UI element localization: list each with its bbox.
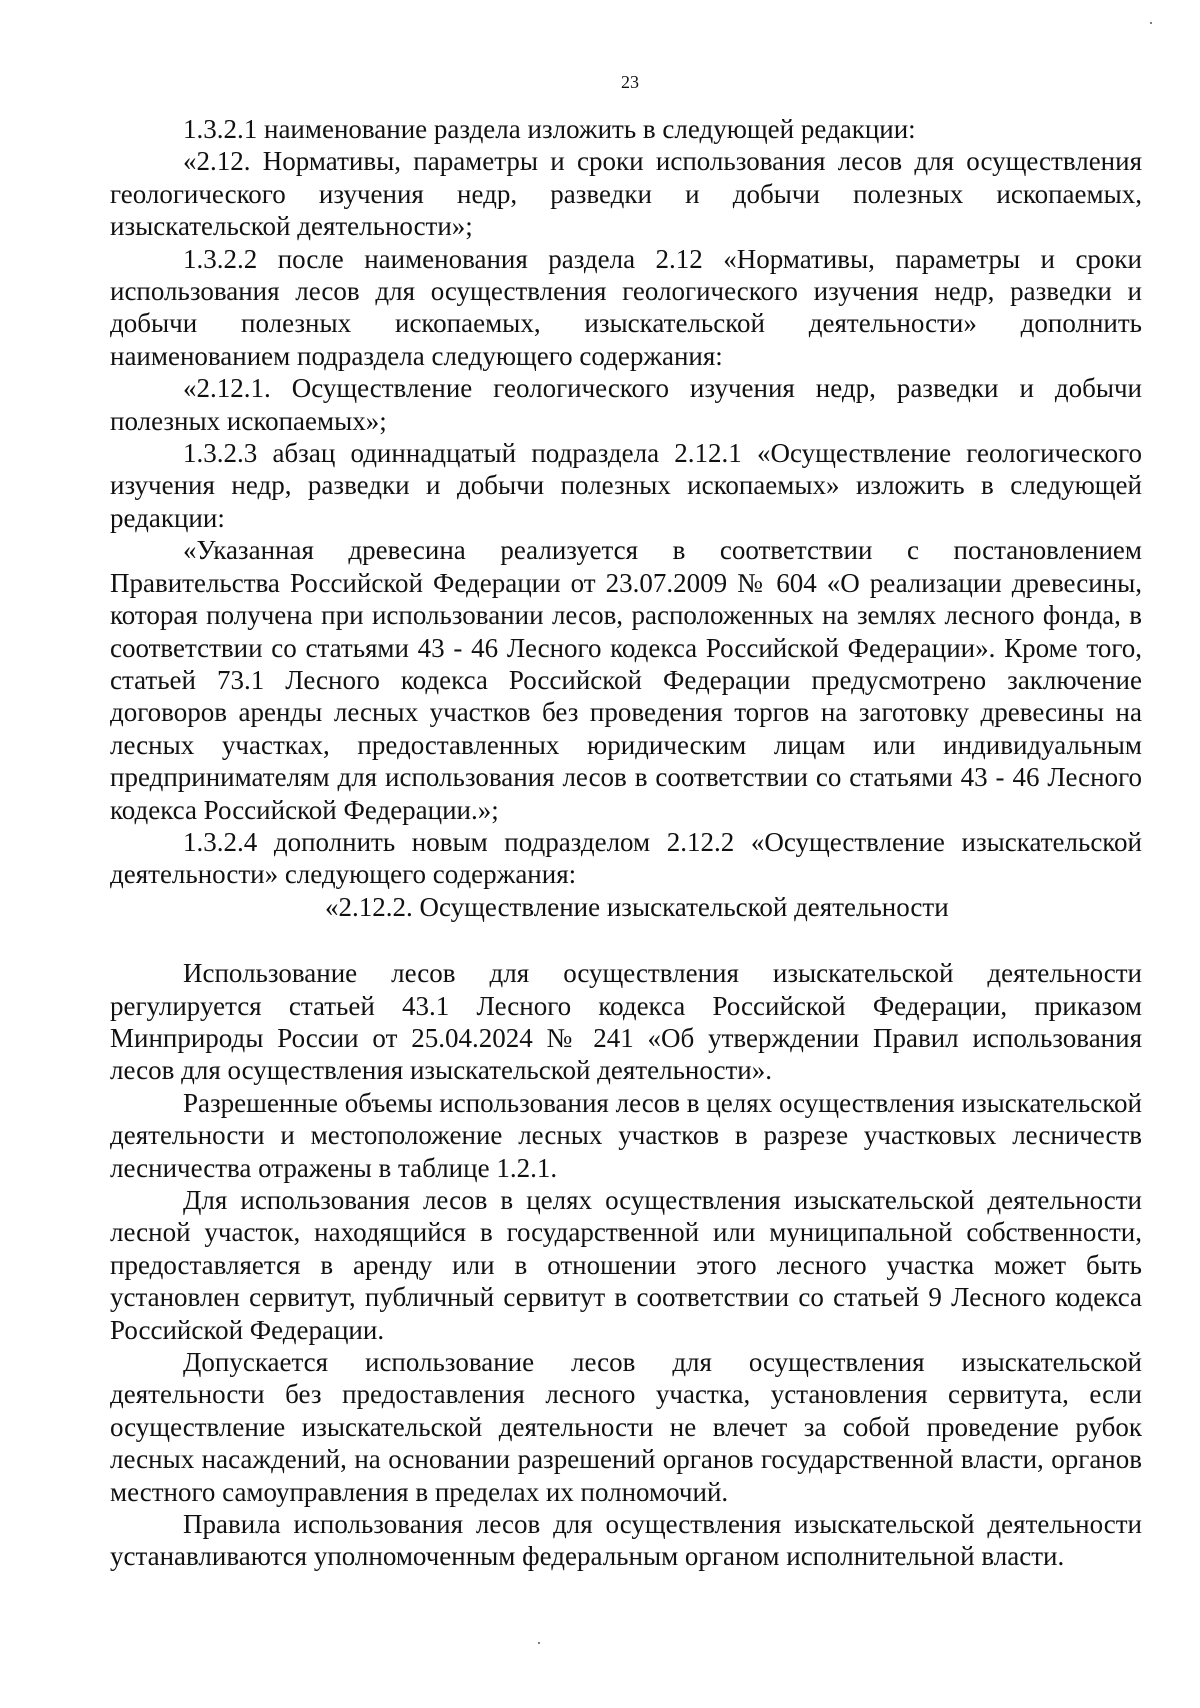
scan-speck-top-right: [1150, 22, 1152, 24]
paragraph-section-title-2-12: «2.12. Нормативы, параметры и сроки использования лесов для осуществления геологического изучения недр, разведки и добычи полезных ископаемых, изыскательской деятельности»;: [110, 146, 1142, 242]
scan-speck-bottom: [538, 1642, 540, 1644]
blank-line: [110, 923, 1142, 957]
paragraph-subsection-title-2-12-1: «2.12.1. Осуществление геологического изучения недр, разведки и добычи полезных ископаемых»;: [110, 373, 1142, 436]
page-number: 23: [621, 72, 639, 92]
paragraph-1-3-2-1: 1.3.2.1 наименование раздела изложить в следующей редакции:: [183, 114, 916, 144]
paragraph-1-3-2-4: 1.3.2.4 дополнить новым подразделом 2.12.2 «Осуществление изыскательской деятельности» следующего содержания:: [110, 826, 1142, 890]
paragraph-1-3-2-3: 1.3.2.3 абзац одиннадцатый подраздела 2.12.1 «Осуществление геологического изучения недр, разведки и добычи полезных ископаемых» изложить в следующей редакции:: [110, 438, 1142, 533]
body-paragraph-rules: Правила использования лесов для осуществления изыскательской деятельности устанавливаются уполномоченным федеральным органом исполнительной власти.: [110, 1509, 1142, 1572]
document-page: [110, 72, 1142, 1573]
body-paragraph-regulation: Использование лесов для осуществления изыскательской деятельности регулируется статьей 43.1 Лесного кодекса Российской Федерации, приказом Минприроды России от 25.04.2024 № 241 «Об утверждении Правил использования лесов для осуществления изыскательской деятельности».: [110, 958, 1142, 1086]
body-paragraph-lease-servitude: Для использования лесов в целях осуществления изыскательской деятельности лесной участок, находящийся в государственной или муниципальной собственности, предоставляется в аренду или в отношении этого лесного участка может быть установлен сервитут, публичный сервитут в соответствии со статьей 9 Лесного кодекса Российской Федерации.: [110, 1185, 1142, 1345]
body-paragraph-allowed-volumes: Разрешенные объемы использования лесов в целях осуществления изыскательской деятельности и местоположение лесных участков в разрезе участковых лесничеств лесничества отражены в таблице 1.2.1.: [110, 1087, 1142, 1183]
body-paragraph-without-lease: Допускается использование лесов для осуществления изыскательской деятельности без предоставления лесного участка, установления сервитута, если осуществление изыскательской деятельности не влечет за собой проведение рубок лесных насаждений, на основании разрешений органов государственной власти, органов местного самоуправления в пределах их полномочий.: [110, 1347, 1142, 1507]
subsection-heading-2-12-2: «2.12.2. Осуществление изыскательской деятельности: [325, 891, 949, 922]
paragraph-1-3-2-2: 1.3.2.2 после наименования раздела 2.12 «Нормативы, параметры и сроки использования лесов для осуществления геологического изучения недр, разведки и добычи полезных ископаемых, изыскательской деятельности» дополнить наименованием подраздела следующего содержания:: [110, 243, 1142, 371]
paragraph-timber-sale: «Указанная древесина реализуется в соответствии с постановлением Правительства Российской Федерации от 23.07.2009 № 604 «О реализации древесины, которая получена при использовании лесов, расположенных на землях лесного фонда, в соответствии со статьями 43 - 46 Лесного кодекса Российской Федерации». Кроме того, статьей 73.1 Лесного кодекса Российской Федерации предусмотрено заключение договоров аренды лесных участков без проведения торгов на заготовку древесины на лесных участках, предоставленных юридическим лицам или индивидуальным предпринимателям для использования лесов в соответствии со статьями 43 - 46 Лесного кодекса Российской Федерации.»;: [110, 535, 1142, 825]
